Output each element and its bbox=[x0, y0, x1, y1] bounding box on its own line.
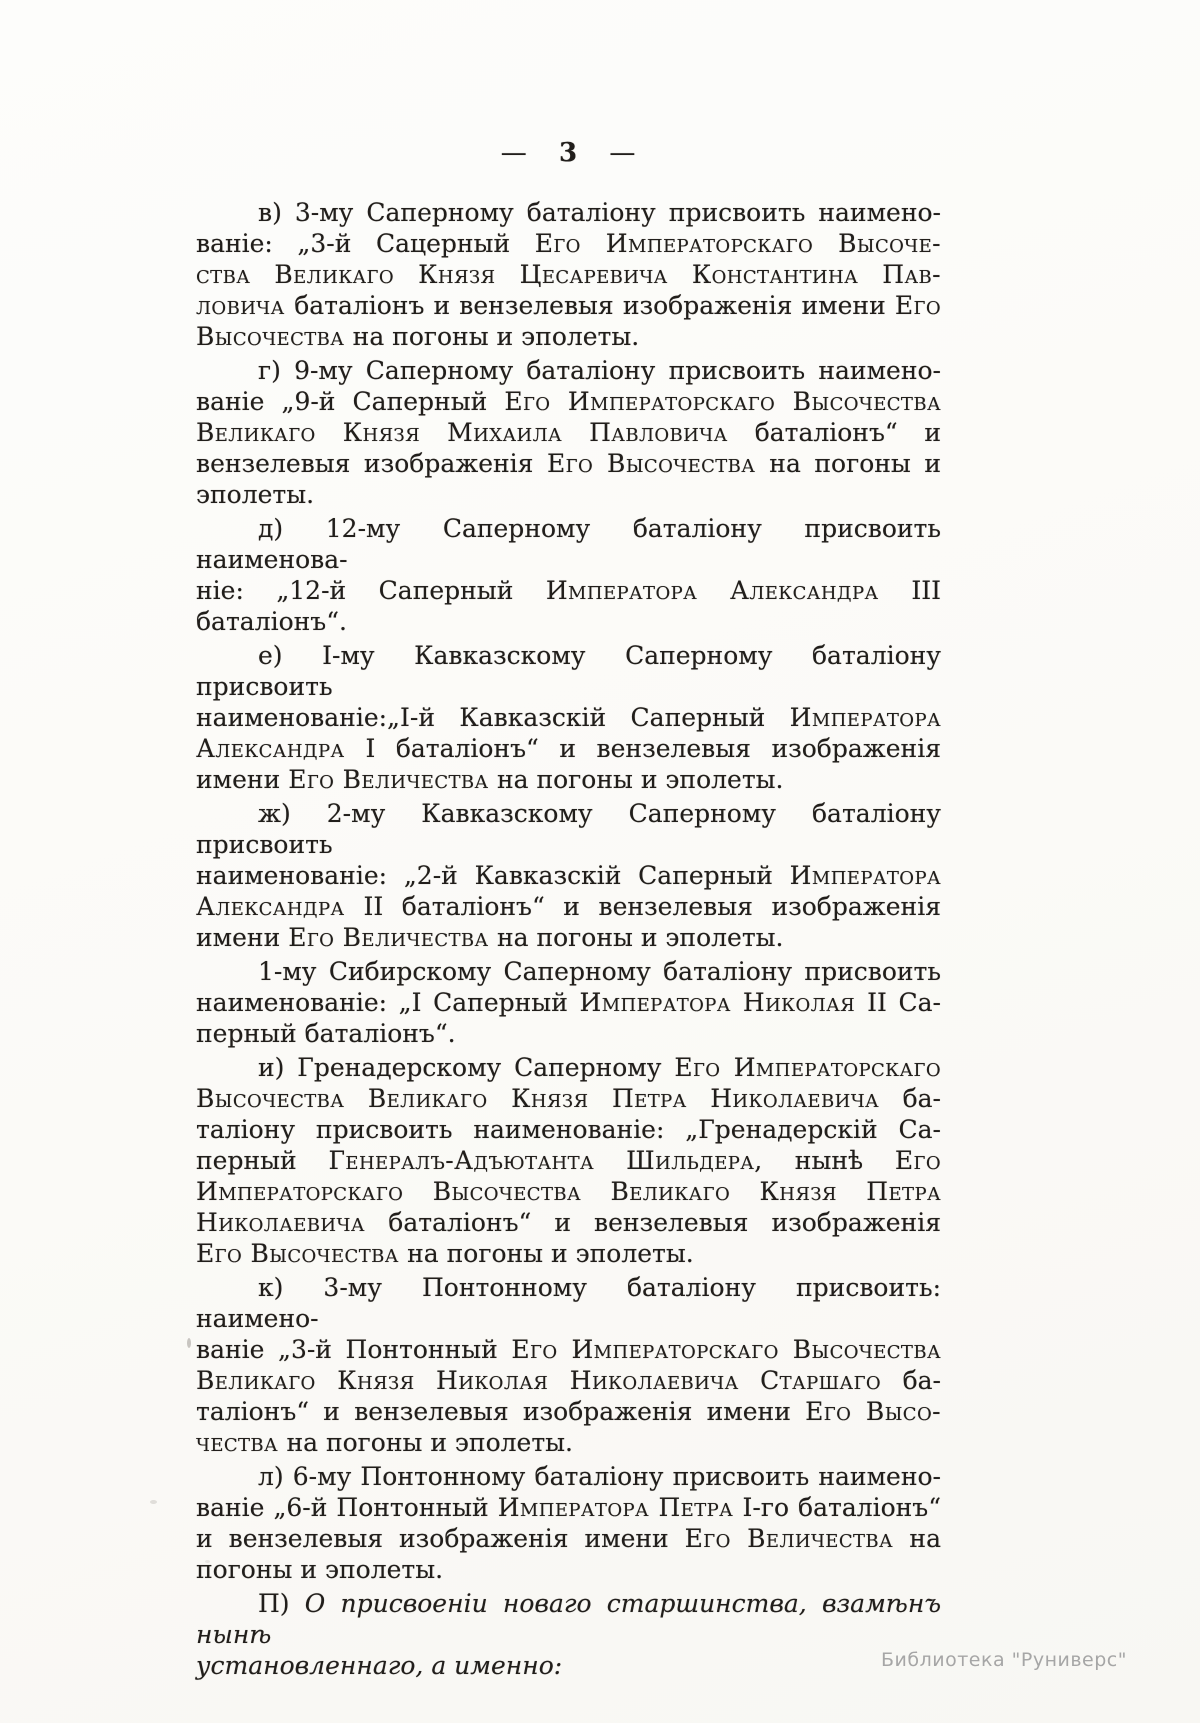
text-line bbox=[196, 1523, 941, 1554]
body-text: и) Гренадерскому Саперному bbox=[258, 1053, 675, 1082]
text-line bbox=[196, 702, 941, 733]
text-line bbox=[196, 575, 941, 606]
scan-artifact bbox=[205, 1560, 210, 1563]
smallcaps-text: Высочества bbox=[196, 322, 353, 351]
text-line bbox=[196, 1083, 941, 1114]
body-text: II Са- bbox=[867, 988, 941, 1017]
text-line bbox=[196, 1334, 941, 1365]
page-header bbox=[196, 138, 941, 168]
paragraph-zh bbox=[196, 798, 941, 953]
body-text: ваніе „3-й Понтонный bbox=[196, 1335, 512, 1364]
body-text: таліону присвоить наименованіе: „Гренадерскій Са- bbox=[196, 1115, 941, 1144]
text-line bbox=[196, 355, 941, 386]
text-line bbox=[196, 606, 941, 637]
smallcaps-text: Его Высочества bbox=[546, 449, 770, 478]
paragraph-k bbox=[196, 1272, 941, 1458]
smallcaps-text: Его Императорскаго bbox=[674, 1053, 941, 1082]
smallcaps-text: Николаевича bbox=[196, 1208, 389, 1237]
body-text: ба- bbox=[902, 1366, 941, 1395]
body-text: вензелевыя изображенія bbox=[196, 449, 547, 478]
page-number: 3 bbox=[558, 138, 579, 168]
smallcaps-text: Императора bbox=[789, 703, 941, 732]
body-text: I-го баталіонъ“ bbox=[742, 1493, 941, 1522]
text-line bbox=[196, 1492, 941, 1523]
smallcaps-text: Его Императорскаго Высочества bbox=[504, 387, 941, 416]
text-line bbox=[196, 1396, 941, 1427]
smallcaps-text: Его Величества bbox=[684, 1524, 910, 1553]
text-line bbox=[196, 798, 941, 860]
body-text: г) 9-му Саперному баталіону присвоить наимено- bbox=[258, 356, 941, 385]
body-text: наименованіе:„I-й Кавказскій Саперный bbox=[196, 703, 790, 732]
smallcaps-text: Генералъ-Адъютанта Шильдера, bbox=[328, 1146, 795, 1175]
body-text: е) I-му Кавказскому Саперному баталіону присвоить bbox=[196, 641, 941, 701]
text-line bbox=[196, 922, 941, 953]
text-line bbox=[196, 1588, 941, 1650]
smallcaps-text: Императорскаго Высочества Великаго Князя Петра bbox=[196, 1177, 941, 1206]
text-line bbox=[196, 1461, 941, 1492]
italic-text: установленнаго, а именно: bbox=[196, 1651, 563, 1680]
smallcaps-text: ловича bbox=[196, 291, 295, 320]
body-text: 1-му Сибирскому Саперному баталіону присвоить bbox=[258, 957, 941, 986]
body-text: баталіонъ“ и bbox=[754, 418, 941, 447]
italic-text: О присвоеніи новаго старшинства, взамѣнъ нынѣ bbox=[196, 1589, 941, 1649]
body-text: перный баталіонъ“. bbox=[196, 1019, 456, 1048]
text-line bbox=[196, 1114, 941, 1145]
smallcaps-text: Его Императорскаго Высоче- bbox=[534, 229, 941, 258]
text-line bbox=[196, 1207, 941, 1238]
text-line bbox=[196, 228, 941, 259]
smallcaps-text: Императора Александра bbox=[545, 576, 912, 605]
page-number-dash-right: — bbox=[609, 138, 637, 168]
body-text: наименованіе: „2-й Кавказскій Саперный bbox=[196, 861, 790, 890]
body-text: д) 12-му Саперному баталіону присвоить наименова- bbox=[196, 514, 941, 574]
smallcaps-text: Его Величества bbox=[288, 923, 497, 952]
smallcaps-text: ства Великаго Князя Цесаревича Константина Пав- bbox=[196, 260, 941, 289]
text-line bbox=[196, 1365, 941, 1396]
body-text: таліонъ“ и вензелевыя изображенія имени bbox=[196, 1397, 806, 1426]
text-line bbox=[196, 259, 941, 290]
smallcaps-text: Александра bbox=[196, 892, 364, 921]
smallcaps-text: Его Высо- bbox=[805, 1397, 941, 1426]
smallcaps-text: чества bbox=[196, 1428, 287, 1457]
body-text: баталіонъ“. bbox=[196, 607, 347, 636]
smallcaps-text: Его Величества bbox=[288, 765, 497, 794]
smallcaps-text: Великаго Князя Михаила Павловича bbox=[196, 418, 755, 447]
body-text: на bbox=[909, 1524, 941, 1553]
text-line bbox=[196, 1272, 941, 1334]
paragraph-section-2 bbox=[196, 1588, 941, 1681]
text-line bbox=[196, 448, 941, 479]
body-text: ваніе „6-й Понтонный bbox=[196, 1493, 498, 1522]
body-text: в) 3-му Саперному баталіону присвоить наимено- bbox=[258, 198, 941, 227]
paragraph-e bbox=[196, 640, 941, 795]
smallcaps-text: Его bbox=[894, 1146, 941, 1175]
body-text: ваніе „9-й Саперный bbox=[196, 387, 505, 416]
body-text: ніе: „12-й Саперный bbox=[196, 576, 546, 605]
body-text: на погоны и bbox=[769, 449, 941, 478]
paragraph-g bbox=[196, 355, 941, 510]
smallcaps-text: Высочества Великаго Князя Петра Николаевича bbox=[196, 1084, 903, 1113]
text-line bbox=[196, 513, 941, 575]
body-text: нынѣ bbox=[794, 1146, 895, 1175]
body-text: на погоны и эполеты. bbox=[286, 1428, 573, 1457]
body-text: П) bbox=[258, 1589, 305, 1618]
smallcaps-text: Императора bbox=[789, 861, 941, 890]
body-text: на погоны и эполеты. bbox=[496, 923, 784, 952]
text-line bbox=[196, 764, 941, 795]
body-text: имени bbox=[196, 765, 289, 794]
smallcaps-text: Его Высочества bbox=[196, 1239, 408, 1268]
text-line bbox=[196, 1554, 941, 1585]
text-line bbox=[196, 640, 941, 702]
text-line bbox=[196, 479, 941, 510]
smallcaps-text: Великаго Князя Николая Николаевича Старшаго bbox=[196, 1366, 903, 1395]
body-text: ба- bbox=[902, 1084, 941, 1113]
body-text: баталіонъ“ и вензелевыя изображенія bbox=[388, 1208, 941, 1237]
body-text: погоны и эполеты. bbox=[196, 1555, 444, 1584]
text-line bbox=[196, 197, 941, 228]
body-text: на погоны и эполеты. bbox=[496, 765, 784, 794]
paragraph-sibirsky bbox=[196, 956, 941, 1049]
body-text: л) 6-му Понтонному баталіону присвоить наимено- bbox=[258, 1462, 941, 1491]
text-line bbox=[196, 1238, 941, 1269]
smallcaps-text: Александра bbox=[196, 734, 366, 763]
body-text: на погоны и эполеты. bbox=[407, 1239, 694, 1268]
text-line bbox=[196, 1018, 941, 1049]
text-line bbox=[196, 860, 941, 891]
body-text: к) 3-му Понтонному баталіону присвоить: наимено- bbox=[196, 1273, 941, 1333]
paragraph-i bbox=[196, 1052, 941, 1269]
document-body bbox=[196, 197, 941, 1684]
body-text: II баталіонъ“ и вензелевыя изображенія bbox=[363, 892, 941, 921]
body-text: I баталіонъ“ и вензелевыя изображенія bbox=[365, 734, 941, 763]
page-number-dash-left: — bbox=[500, 138, 528, 168]
library-watermark: Библиотека "Руниверс" bbox=[881, 1649, 1127, 1671]
body-text: и вензелевыя изображенія имени bbox=[196, 1524, 685, 1553]
text-line bbox=[196, 290, 941, 321]
text-line bbox=[196, 987, 941, 1018]
text-line bbox=[196, 956, 941, 987]
text-line bbox=[196, 1176, 941, 1207]
text-line bbox=[196, 386, 941, 417]
text-line bbox=[196, 321, 941, 352]
paragraph-l bbox=[196, 1461, 941, 1585]
smallcaps-text: Императора Петра bbox=[497, 1493, 743, 1522]
body-text: ж) 2-му Кавказскому Саперному баталіону присвоить bbox=[196, 799, 941, 859]
body-text: эполеты. bbox=[196, 480, 315, 509]
scan-artifact bbox=[187, 1338, 191, 1348]
body-text: наименованіе: „I Саперный bbox=[196, 988, 580, 1017]
scan-artifact bbox=[150, 1500, 157, 1504]
smallcaps-text: Его Императорскаго Высочества bbox=[511, 1335, 941, 1364]
text-line bbox=[196, 1052, 941, 1083]
body-text: на погоны и эполеты. bbox=[352, 322, 640, 351]
body-text: перный bbox=[196, 1146, 329, 1175]
text-line bbox=[196, 1650, 941, 1681]
body-text: баталіонъ и вензелевыя изображенія имени bbox=[294, 291, 895, 320]
smallcaps-text: Императора Николая bbox=[579, 988, 868, 1017]
text-line bbox=[196, 891, 941, 922]
text-line bbox=[196, 733, 941, 764]
body-text: ваніе: „3-й Сацерный bbox=[196, 229, 535, 258]
text-line bbox=[196, 417, 941, 448]
smallcaps-text: Его bbox=[894, 291, 941, 320]
body-text: III bbox=[911, 576, 941, 605]
text-line bbox=[196, 1145, 941, 1176]
body-text: имени bbox=[196, 923, 289, 952]
text-line bbox=[196, 1427, 941, 1458]
paragraph-d bbox=[196, 513, 941, 637]
paragraph-v bbox=[196, 197, 941, 352]
